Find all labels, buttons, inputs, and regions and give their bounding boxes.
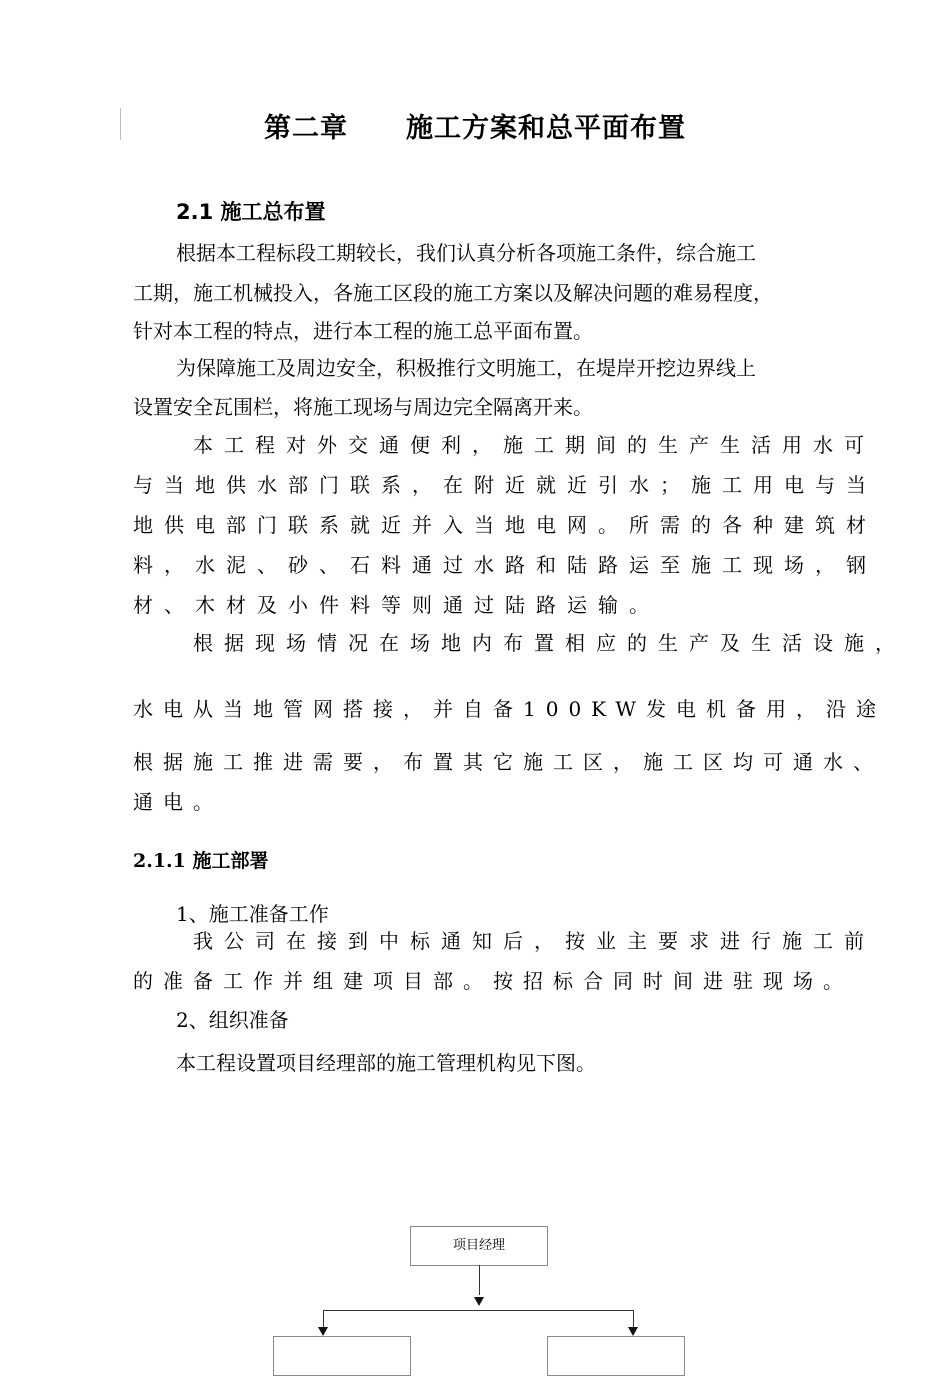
org-connector bbox=[633, 1310, 634, 1328]
org-connector bbox=[323, 1310, 324, 1328]
org-box-left bbox=[273, 1336, 411, 1376]
paragraph-line: 料，水泥、砂、石料通过水路和陆路运至施工现场，钢 bbox=[133, 553, 877, 577]
item-title: 2、组织准备 bbox=[176, 1008, 289, 1032]
paragraph-line: 本工程设置项目经理部的施工管理机构见下图。 bbox=[176, 1051, 596, 1075]
subsection-heading: 2.1.1 施工部署 bbox=[133, 850, 269, 872]
item-title: 1、施工准备工作 bbox=[176, 902, 329, 926]
paragraph-line: 的准备工作并组建项目部。按招标合同时间进驻现场。 bbox=[133, 969, 853, 993]
paragraph-line: 根据本工程标段工期较长，我们认真分析各项施工条件，综合施工 bbox=[176, 241, 756, 265]
chapter-title: 施工方案和总平面布置 bbox=[406, 113, 686, 144]
org-chart bbox=[0, 1200, 950, 1344]
org-box-right bbox=[547, 1336, 685, 1376]
paragraph-line: 根据施工推进需要，布置其它施工区，施工区均可通水、 bbox=[133, 750, 883, 774]
chapter-heading bbox=[0, 106, 950, 145]
org-arrow bbox=[474, 1297, 484, 1306]
paragraph-line: 与当地供水部门联系，在附近就近引水；施工用电与当 bbox=[133, 473, 877, 497]
paragraph-line: 为保障施工及周边安全，积极推行文明施工，在堤岸开挖边界线上 bbox=[176, 356, 756, 380]
paragraph-line: 设置安全瓦围栏，将施工现场与周边完全隔离开来。 bbox=[133, 395, 593, 419]
paragraph-line: 地供电部门联系就近并入当地电网。所需的各种建筑材 bbox=[133, 513, 877, 537]
paragraph-line: 通电。 bbox=[133, 790, 223, 814]
org-connector bbox=[479, 1265, 480, 1295]
chapter-number: 第二章 bbox=[264, 113, 348, 144]
paragraph-line: 水电从当地管网搭接，并自备100KW发电机备用，沿途 bbox=[133, 697, 886, 721]
org-connector bbox=[323, 1310, 634, 1311]
paragraph-line: 我公司在接到中标通知后，按业主要求进行施工前 bbox=[193, 929, 875, 953]
paragraph-line: 根据现场情况在场地内布置相应的生产及生活设施， bbox=[193, 631, 906, 655]
org-arrow bbox=[628, 1327, 638, 1336]
org-box-project-manager: 项目经理 bbox=[410, 1226, 548, 1266]
paragraph-line: 针对本工程的特点，进行本工程的施工总平面布置。 bbox=[133, 319, 593, 343]
org-arrow bbox=[318, 1327, 328, 1336]
paragraph-line: 材、木材及小件料等则通过陆路运输。 bbox=[133, 593, 660, 617]
paragraph-line: 本工程对外交通便利，施工期间的生产生活用水可 bbox=[193, 433, 875, 457]
section-heading: 2.1 施工总布置 bbox=[176, 200, 326, 224]
paragraph-line: 工期，施工机械投入，各施工区段的施工方案以及解决问题的难易程度， bbox=[133, 281, 773, 305]
